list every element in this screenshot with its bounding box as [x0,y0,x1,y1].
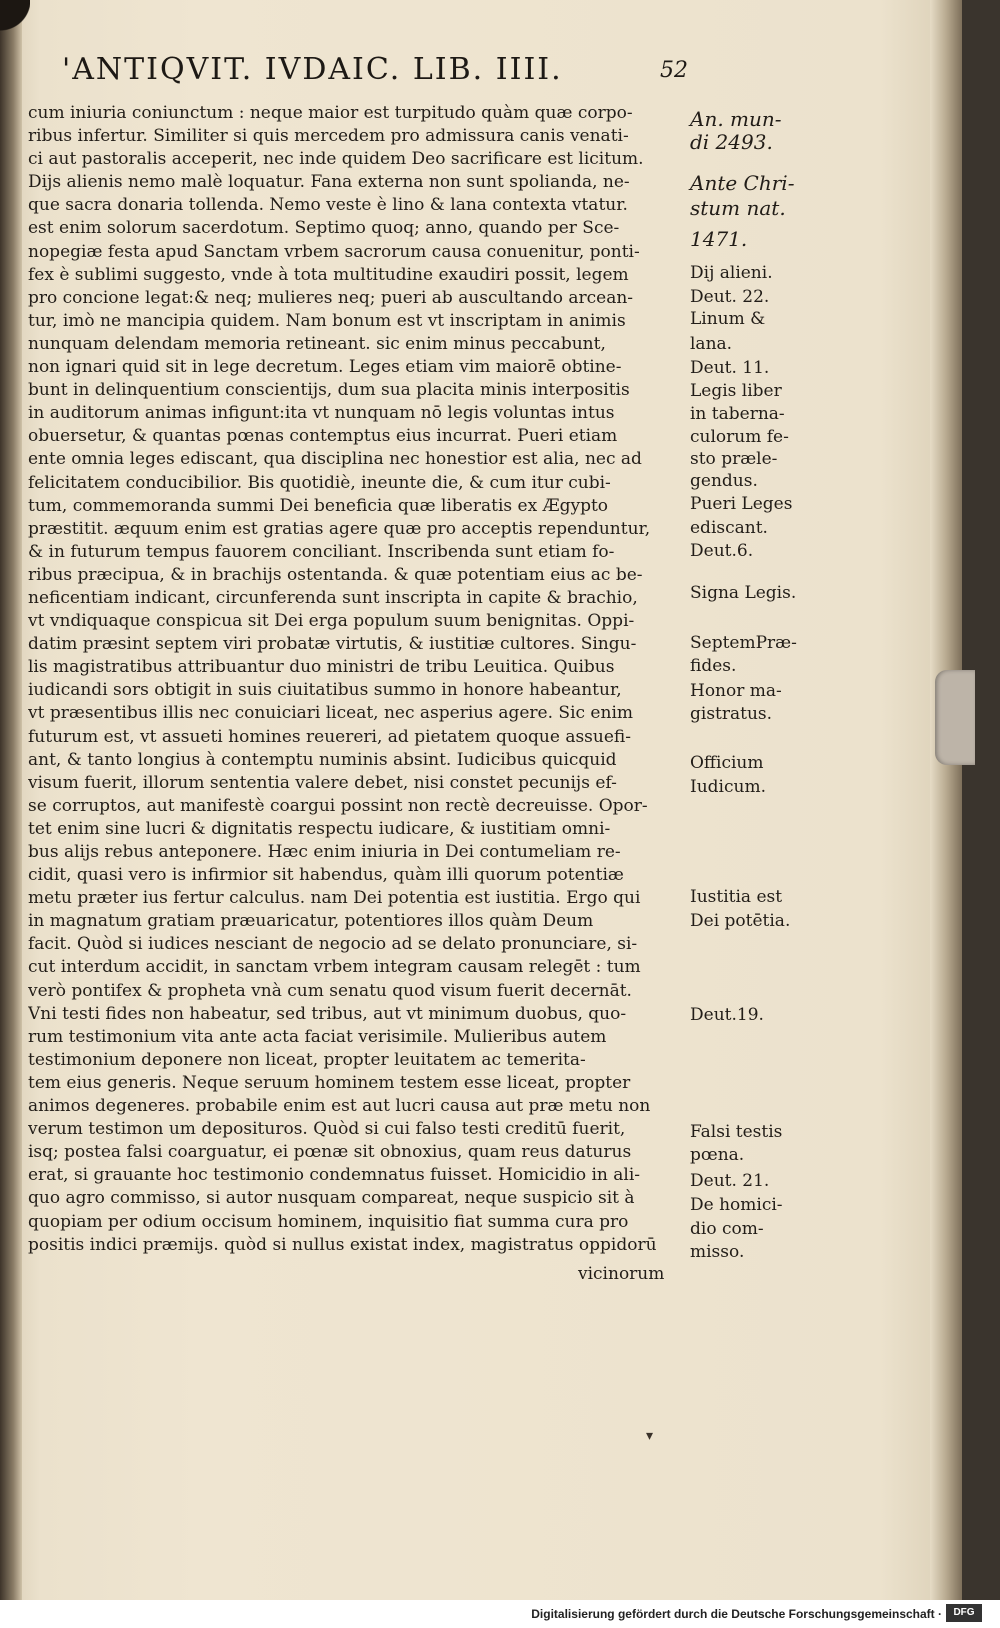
marginal-note: Iustitia est [690,887,783,907]
marginal-note: in taberna- [690,404,785,424]
marginal-note: Pueri Leges [690,494,793,514]
marginal-note: Deut.19. [690,1005,764,1025]
text-line: que sacra donaria tollenda. Nemo veste è lino & lana contexta vtatur. [28,195,628,216]
text-line: præstitit. æquum enim est gratias agere quæ pro acceptis rependuntur, [28,518,651,539]
text-line: quo agro commisso, si autor nusquam compareat, neque suspicio sit à [28,1188,635,1209]
text-line: ant, & tanto longius à contemptu numinis absint. Iudicibus quicquid [28,749,617,770]
catchword: vicinorum [578,1264,665,1284]
text-line: animos degeneres. probabile enim est aut lucri causa aut præ metu non [28,1096,651,1117]
marginal-note: An. mun- [690,107,782,131]
page-edge [930,0,962,1600]
text-line: isq; postea falsi coarguatur, ei pœnæ sit obnoxius, quam reus daturus [28,1142,632,1163]
text-line: ribus præcipua, & in brachijs ostentanda. & quæ potentiam eius ac be- [28,564,643,585]
page-corner-shadow [0,0,30,40]
marginal-note: sto præle- [690,449,778,469]
text-line: visum fuerit, illorum sententia valere debet, nisi constet pecunijs ef- [28,772,617,793]
marginal-note: dio com- [690,1219,764,1239]
text-line: felicitatem conducibilior. Bis quotidiè, ineunte die, & cum itur cubi- [28,472,611,493]
text-line: obuersetur, & quantas pœnas contemptus eius incurrat. Pueri etiam [28,426,618,447]
marginal-note: Legis liber [690,381,782,401]
text-line: nunquam delendam memoria retineant. sic enim minus peccabunt, [28,333,606,354]
marginal-note: Ante Chri- [690,171,795,195]
marginal-note: Signa Legis. [690,583,797,603]
text-line: positis indici præmijs. quòd si nullus existat index, magistratus oppidorū [28,1234,657,1255]
marginal-note: Dij alieni. [690,263,773,283]
marginal-note: Linum & [690,309,766,329]
text-line: datim præsint septem viri probatæ virtutis, & iustitiæ cultores. Singu- [28,634,637,655]
marginal-note: 1471. [690,227,748,251]
text-line: verum testimon um deposituros. Quòd si cui falso testi creditū fuerit, [28,1119,626,1140]
marginal-note: gistratus. [690,704,773,724]
text-line: erat, si grauante hoc testimonio condemnatus fuisset. Homicidio in ali- [28,1165,641,1186]
text-line: in magnatum gratiam præuaricatur, potentiores illos quàm Deum [28,911,594,932]
text-line: bus alijs rebus anteponere. Hæc enim iniuria in Dei contumeliam re- [28,842,621,862]
text-line: rum testimonium vita ante acta faciat verisimile. Mulieribus autem [28,1026,607,1047]
text-line: cum iniuria coniunctum : neque maior est turpitudo quàm quæ corpo- [28,103,633,123]
text-line: se corruptos, aut manifestè coargui possint non rectè decreuisse. Opor- [28,795,648,816]
marginal-note: Iudicum. [690,777,766,797]
text-line: lis magistratibus attribuantur duo ministri de tribu Leuitica. Quibus [28,657,615,678]
printers-ornament: ▾ [646,1428,654,1444]
book-clasp [935,670,975,765]
marginal-note: Honor ma- [690,681,782,701]
marginal-note: culorum fe- [690,427,789,447]
text-line: tum, commemoranda summi Dei beneficia quæ liberatis ex Ægypto [28,495,609,516]
text-line: neficentiam indicant, circunferenda sunt inscripta in capite & brachio, [28,587,638,608]
text-line: tet enim sine lucri & dignitatis respectu iudicare, & iustitiam omni- [28,818,611,839]
text-line: metu præter ius fertur calculus. nam Dei potentia est iustitia. Ergo qui [28,888,641,909]
text-line: verò pontifex & propheta vnà cum senatu quod visum fuerit decernāt. [28,980,632,1001]
marginal-note: Dei potētia. [690,911,791,931]
digitization-credit: Digitalisierung gefördert durch die Deutsche Forschungsgemeinschaft · [531,1607,942,1621]
marginal-note: misso. [690,1242,745,1262]
text-line: ribus infertur. Similiter si quis mercedem pro admissura canis venati- [28,126,629,147]
marginal-note: SeptemPræ- [690,633,797,653]
text-line: in auditorum animas infigunt:ita vt nunquam nō legis voluntas intus [28,403,615,424]
text-line: vt vndiquaque conspicua sit Dei erga populum suum benignitas. Oppi- [28,611,635,632]
dfg-logo: DFG [946,1604,982,1622]
marginal-note: Deut. 21. [690,1171,770,1191]
marginal-note: De homici- [690,1195,783,1215]
text-line: pro concione legat:& neq; mulieres neq; pueri ab auscultando arcean- [28,287,634,308]
text-line: tur, imò ne mancipia quidem. Nam bonum est vt inscriptam in animis [28,310,626,331]
text-line: testimonium deponere non liceat, propter leuitatem ac temerita- [28,1049,586,1070]
page-number: 52 [660,58,688,83]
text-line: ci aut pastoralis acceperit, nec inde quidem Deo sacrificare est licitum. [28,149,644,170]
page-gutter [0,0,22,1600]
text-line: bunt in delinquentium conscientijs, dum sua placita minis interpositis [28,380,630,401]
marginal-note: pœna. [690,1145,745,1165]
marginal-note: stum nat. [690,196,786,220]
text-line: & in futurum tempus fauorem conciliant. Inscribenda sunt etiam fo- [28,541,615,562]
running-title: 'ANTIQVIT. IVDAIC. LIB. IIII. [62,52,563,87]
marginal-note: di 2493. [690,130,773,154]
text-line: iudicandi sors obtigit in suis ciuitatibus summo in honore habeantur, [28,680,622,701]
text-line: Dijs alienis nemo malè loquatur. Fana externa non sunt spolianda, ne- [28,172,630,193]
text-line: nopegiæ festa apud Sanctam vrbem sacrorum causa conuenitur, ponti- [28,241,640,262]
text-line: est enim solorum sacerdotum. Septimo quoq; anno, quando per Sce- [28,218,620,239]
marginal-note: gendus. [690,471,758,491]
body-text [28,102,688,1257]
text-line: futurum est, vt assueti homines reuereri, ad pietatem quoque assuefi- [28,726,632,747]
text-line: facit. Quòd si iudices nesciant de negocio ad se delato pronunciare, si- [28,934,638,955]
marginal-note: Deut. 22. [690,287,770,307]
text-line: quopiam per odium occisum hominem, inquisitio fiat summa cura pro [28,1211,629,1232]
marginal-note: Falsi testis [690,1122,783,1142]
text-line: fex è sublimi suggesto, vnde à tota multitudine exaudiri possit, legem [28,264,629,285]
text-line: ente omnia leges ediscant, qua disciplina nec honestior est alia, nec ad [28,449,642,470]
marginal-note: lana. [690,334,733,354]
text-line: Vni testi fides non habeatur, sed tribus, aut vt minimum duobus, quo- [28,1003,627,1024]
text-line: cut interdum accidit, in sanctam vrbem integram causam relegēt : tum [28,957,641,978]
marginal-note: Deut. 11. [690,358,770,378]
marginal-note: ediscant. [690,518,768,538]
text-line: non ignari quid sit in lege decretum. Leges etiam vim maiorē obtine- [28,357,622,378]
marginal-note: fides. [690,656,737,676]
marginal-note: Deut.6. [690,541,754,561]
text-line: vt præsentibus illis nec conuiciari liceat, nec asperius agere. Sic enim [28,703,634,724]
text-line: cidit, quasi vero is infirmior sit habendus, quàm illi quorum potentiæ [28,865,624,886]
text-line: tem eius generis. Neque seruum hominem testem esse liceat, propter [28,1072,631,1093]
marginal-note: Officium [690,753,764,773]
